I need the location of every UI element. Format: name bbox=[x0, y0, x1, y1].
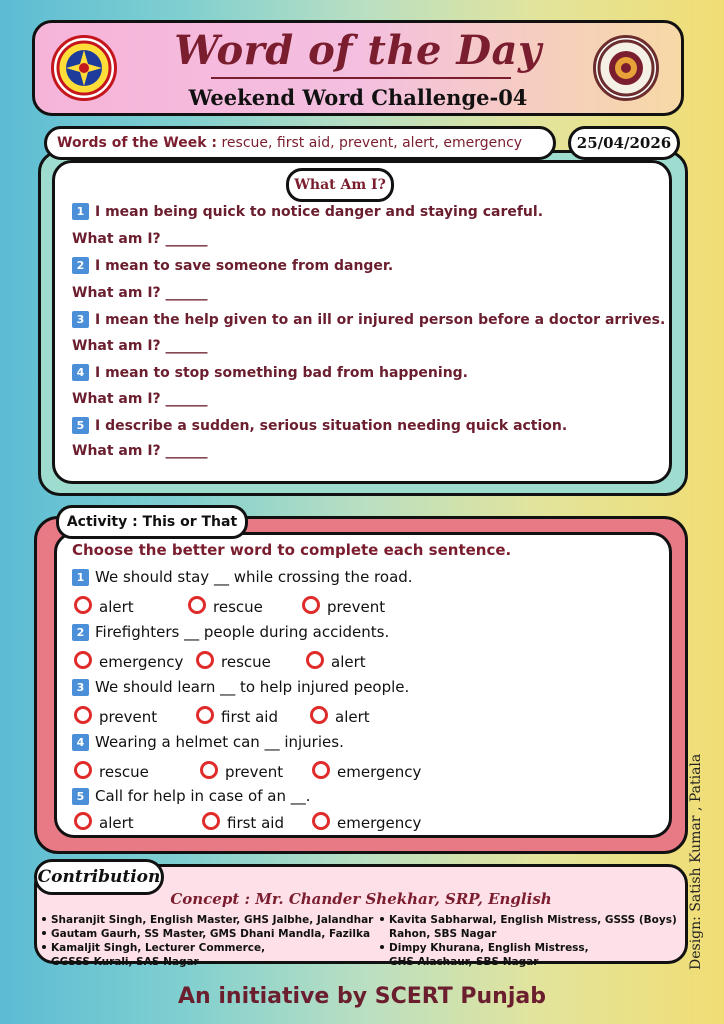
answer-prompt-3: What am I? ______ bbox=[72, 338, 208, 354]
radio-ring-icon bbox=[312, 812, 330, 830]
radio-ring-icon bbox=[202, 812, 220, 830]
footer-initiative: An initiative by SCERT Punjab bbox=[178, 984, 546, 1009]
sentence-4: 4 Wearing a helmet can __ injuries. bbox=[72, 733, 344, 751]
radio-ring-icon bbox=[74, 706, 92, 724]
words-of-week-list: rescue, first aid, prevent, alert, emergency bbox=[221, 135, 523, 151]
radio-ring-icon bbox=[312, 761, 330, 779]
option-5b[interactable]: first aid bbox=[202, 812, 284, 832]
number-badge: 4 bbox=[72, 734, 89, 751]
radio-ring-icon bbox=[310, 706, 328, 724]
concept-credit: Concept : Mr. Chander Shekhar, SRP, English bbox=[170, 890, 552, 908]
english-circles-emblem-icon bbox=[593, 35, 659, 101]
option-2a[interactable]: emergency bbox=[74, 651, 183, 671]
question-3: 3 I mean the help given to an ill or injured person before a doctor arrives. bbox=[72, 311, 665, 328]
contributor-item-continued: Rahon, SBS Nagar bbox=[389, 928, 497, 940]
contributor-item: Gautam Gaurh, SS Master, GMS Dhani Mandla, Fazilka bbox=[42, 928, 370, 941]
radio-ring-icon bbox=[74, 651, 92, 669]
option-4c[interactable]: emergency bbox=[312, 761, 421, 781]
radio-ring-icon bbox=[196, 706, 214, 724]
option-1b[interactable]: rescue bbox=[188, 596, 263, 616]
sentence-3: 3 We should learn __ to help injured people. bbox=[72, 678, 409, 696]
contributor-item: Kavita Sabharwal, English Mistress, GSSS (Boys) bbox=[380, 914, 677, 927]
answer-prompt-1: What am I? ______ bbox=[72, 231, 208, 247]
option-2b[interactable]: rescue bbox=[196, 651, 271, 671]
radio-ring-icon bbox=[74, 761, 92, 779]
date-badge: 25/04/2026 bbox=[568, 126, 680, 160]
option-2c[interactable]: alert bbox=[306, 651, 366, 671]
contributor-item: Kamaljit Singh, Lecturer Commerce, bbox=[42, 942, 265, 955]
sentence-1: 1 We should stay __ while crossing the road. bbox=[72, 568, 413, 586]
bullet-icon bbox=[42, 931, 46, 935]
bullet-icon bbox=[42, 917, 46, 921]
sentence-5: 5 Call for help in case of an __. bbox=[72, 787, 311, 805]
sentence-2: 2 Firefighters __ people during accidents. bbox=[72, 623, 389, 641]
bullet-icon bbox=[42, 945, 46, 949]
contributor-item: Dimpy Khurana, English Mistress, bbox=[380, 942, 589, 955]
activity-heading: Activity : This or That bbox=[56, 505, 248, 539]
radio-ring-icon bbox=[302, 596, 320, 614]
answer-prompt-4: What am I? ______ bbox=[72, 391, 208, 407]
what-am-i-heading: What Am I? bbox=[286, 168, 394, 202]
question-2: 2 I mean to save someone from danger. bbox=[72, 257, 393, 274]
option-5a[interactable]: alert bbox=[74, 812, 134, 832]
contributor-item: Sharanjit Singh, English Master, GHS Jalbhe, Jalandhar bbox=[42, 914, 373, 927]
number-badge: 3 bbox=[72, 311, 89, 328]
question-5: 5 I describe a sudden, serious situation needing quick action. bbox=[72, 417, 567, 434]
answer-prompt-2: What am I? ______ bbox=[72, 285, 208, 301]
radio-ring-icon bbox=[188, 596, 206, 614]
question-4: 4 I mean to stop something bad from happening. bbox=[72, 364, 468, 381]
option-3c[interactable]: alert bbox=[310, 706, 370, 726]
header-banner bbox=[32, 20, 684, 116]
number-badge: 2 bbox=[72, 257, 89, 274]
page-subtitle: Weekend Word Challenge-04 bbox=[188, 85, 528, 110]
bullet-icon bbox=[380, 945, 384, 949]
number-badge: 1 bbox=[72, 203, 89, 220]
number-badge: 5 bbox=[72, 417, 89, 434]
answer-prompt-5: What am I? ______ bbox=[72, 443, 208, 459]
contribution-heading: Contribution bbox=[34, 859, 164, 895]
words-of-week-label: Words of the Week : bbox=[57, 135, 218, 151]
contributor-item-continued: GHS Alachaur, SBS Nagar bbox=[389, 956, 539, 968]
page-title: Word of the Day bbox=[174, 27, 542, 74]
option-5c[interactable]: emergency bbox=[312, 812, 421, 832]
number-badge: 4 bbox=[72, 364, 89, 381]
words-of-week-pill bbox=[44, 126, 556, 160]
contributor-item-continued: GGSSS Kurali, SAS Nagar bbox=[51, 956, 199, 968]
number-badge: 3 bbox=[72, 679, 89, 696]
radio-ring-icon bbox=[74, 596, 92, 614]
number-badge: 1 bbox=[72, 569, 89, 586]
radio-ring-icon bbox=[200, 761, 218, 779]
option-4a[interactable]: rescue bbox=[74, 761, 149, 781]
option-3b[interactable]: first aid bbox=[196, 706, 278, 726]
number-badge: 2 bbox=[72, 624, 89, 641]
design-credit: Design: Satish Kumar , Patiala bbox=[688, 753, 704, 970]
question-1: 1 I mean being quick to notice danger and staying careful. bbox=[72, 203, 543, 220]
radio-ring-icon bbox=[306, 651, 324, 669]
radio-ring-icon bbox=[74, 812, 92, 830]
option-1a[interactable]: alert bbox=[74, 596, 134, 616]
option-3a[interactable]: prevent bbox=[74, 706, 157, 726]
radio-ring-icon bbox=[196, 651, 214, 669]
number-badge: 5 bbox=[72, 788, 89, 805]
bullet-icon bbox=[380, 917, 384, 921]
activity-instruction: Choose the better word to complete each sentence. bbox=[72, 541, 512, 559]
title-underline bbox=[211, 77, 511, 79]
option-1c[interactable]: prevent bbox=[302, 596, 385, 616]
option-4b[interactable]: prevent bbox=[200, 761, 283, 781]
